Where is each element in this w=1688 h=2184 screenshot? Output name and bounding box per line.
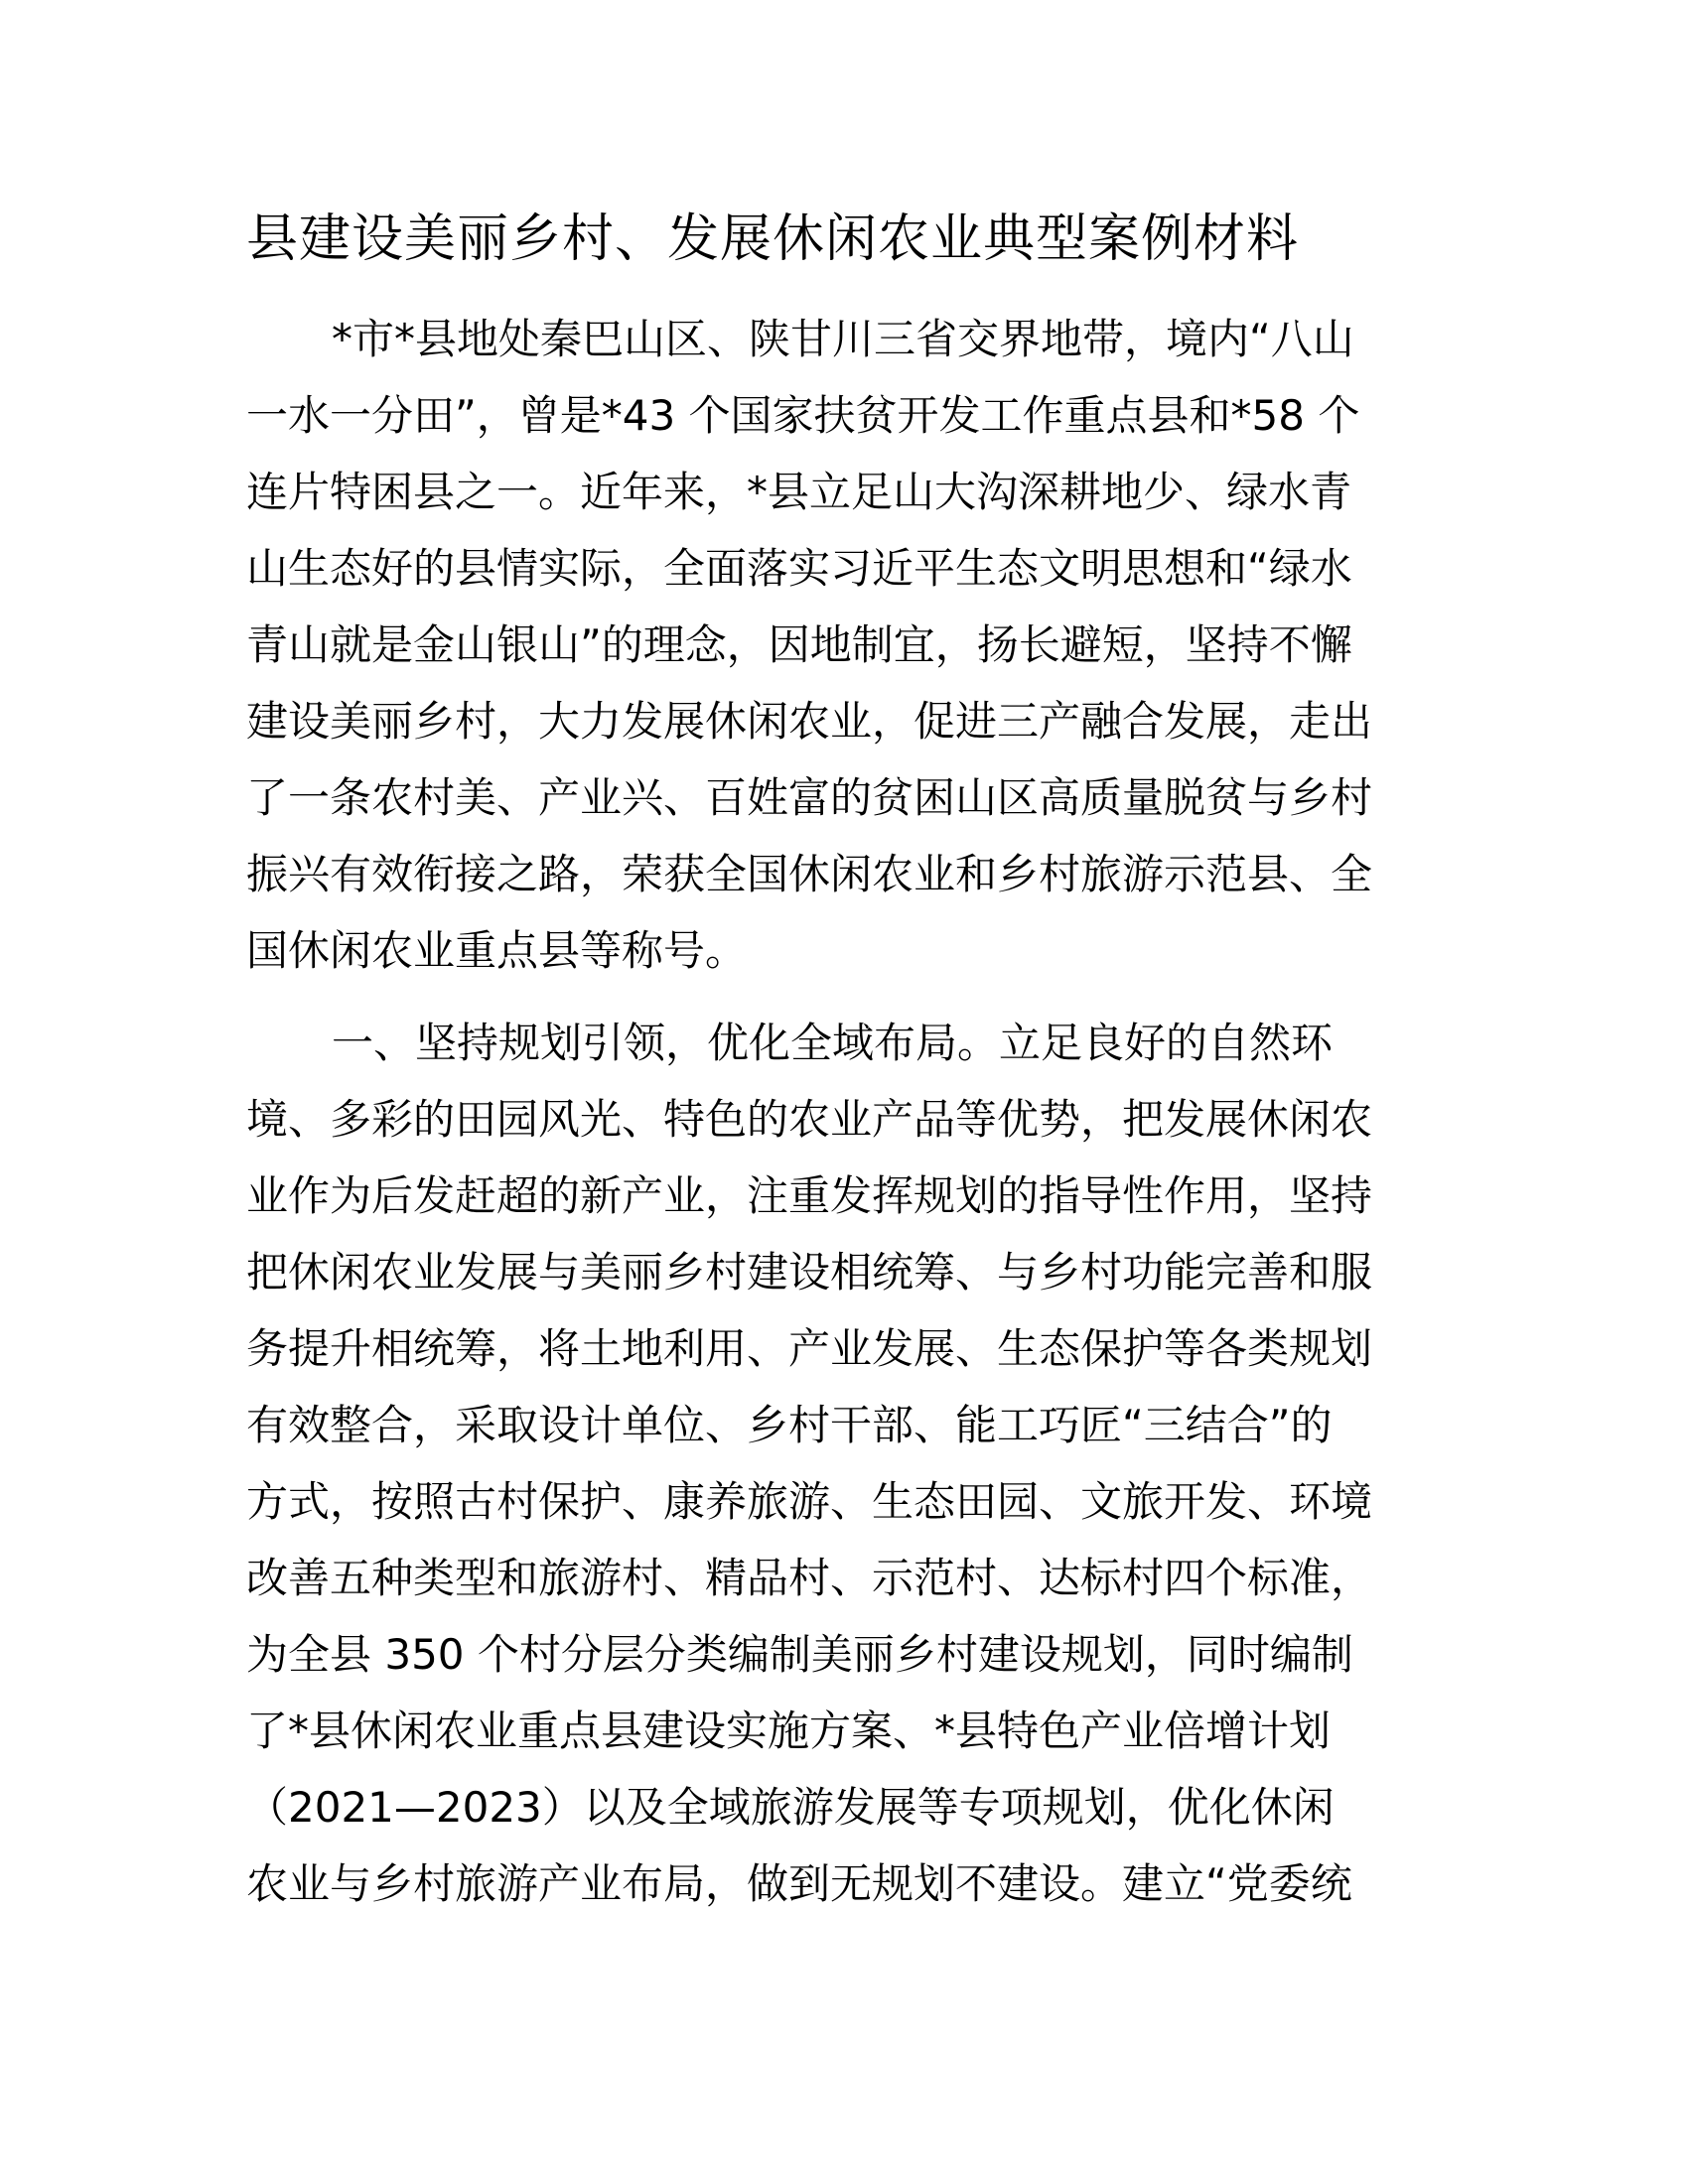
paragraph-line: 一、坚持规划引领，优化全域布局。立足良好的自然环 [332,1019,1334,1067]
paragraph-2 [246,1005,1438,1922]
paragraph-line: （2021—2023）以及全域旅游发展等专项规划，优化休闲 [246,1783,1335,1832]
paragraph-line: 建设美丽乡村，大力发展休闲农业，促进三产融合发展，走出 [246,697,1373,746]
paragraph-line: 改善五种类型和旅游村、精品村、示范村、达标村四个标准， [246,1554,1373,1602]
paragraph-line: 振兴有效衔接之路，荣获全国休闲农业和乡村旅游示范县、全 [246,850,1373,898]
paragraph-line: 农业与乡村旅游产业布局，做到无规划不建设。建立“党委统 [246,1859,1352,1908]
paragraph-line: 一水一分田”，曾是*43 个国家扶贫开发工作重点县和*58 个 [246,391,1360,440]
paragraph-line: 有效整合，采取设计单位、乡村干部、能工巧匠“三结合”的 [246,1401,1333,1449]
paragraph-line: 连片特困县之一。近年来，*县立足山大沟深耕地少、绿水青 [246,468,1352,516]
paragraph-line: 把休闲农业发展与美丽乡村建设相统筹、与乡村功能完善和服 [246,1248,1373,1297]
paragraph-line: 国休闲农业重点县等称号。 [246,926,748,975]
paragraph-line: 方式，按照古村保护、康养旅游、生态田园、文旅开发、环境 [246,1477,1373,1526]
paragraph-line: 为全县 350 个村分层分类编制美丽乡村建设规划，同时编制 [246,1630,1353,1679]
document-title: 县建设美丽乡村、发展休闲农业典型案例材料 [246,209,1300,269]
paragraph-line: 了一条农村美、产业兴、百姓富的贫困山区高质量脱贫与乡村 [246,773,1373,822]
paragraph-line: *市*县地处秦巴山区、陕甘川三省交界地带，境内“八山 [332,315,1354,363]
paragraph-line: 务提升相统筹，将土地利用、产业发展、生态保护等各类规划 [246,1324,1373,1373]
paragraph-line: 境、多彩的田园风光、特色的农业产品等优势，把发展休闲农 [246,1095,1373,1144]
paragraph-line: 了*县休闲农业重点县建设实施方案、*县特色产业倍增计划 [246,1706,1332,1755]
paragraph-line: 青山就是金山银山”的理念，因地制宜，扬长避短，坚持不懈 [246,620,1352,669]
paragraph-1 [246,301,1438,989]
paragraph-line: 业作为后发赶超的新产业，注重发挥规划的指导性作用，坚持 [246,1171,1373,1220]
paragraph-line: 山生态好的县情实际，全面落实习近平生态文明思想和“绿水 [246,544,1352,593]
